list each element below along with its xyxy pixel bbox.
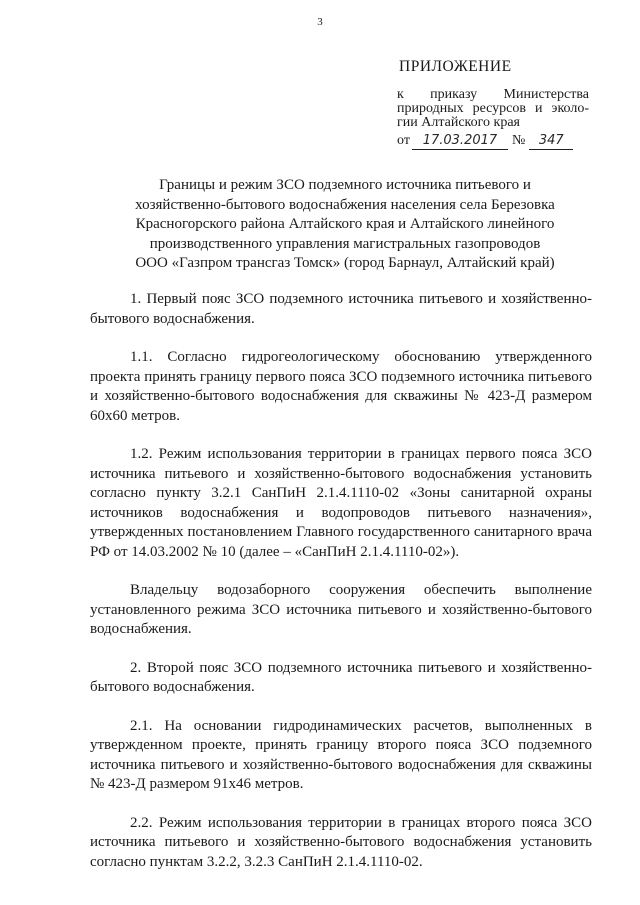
paragraph-2-1: 2.1. На основании гидродинамических расчетов, выполненных в утвержденном проекте, принять границу второго пояса ЗСО подземного источника питьевого и хозяйственно-бытового водоснабжения для скважины № 423-Д размером 91х46 метров. xyxy=(90,717,592,792)
paragraph-section-2: 2. Второй пояс ЗСО подземного источника питьевого и хозяйственно-бытового водоснабжения. xyxy=(90,659,592,695)
appendix-ref-line: природных ресурсов и эколо- xyxy=(397,101,589,116)
appendix-block xyxy=(397,58,589,150)
number-sign: № xyxy=(511,133,526,148)
appendix-title: ПРИЛОЖЕНИЕ xyxy=(399,58,512,75)
order-date-number-line xyxy=(397,132,589,150)
heading-line: хозяйственно-бытового водоснабжения населения села Березовка xyxy=(135,196,555,213)
page-number: 3 xyxy=(317,16,323,28)
heading-line: производственного управления магистральных газопроводов xyxy=(149,235,541,252)
date-prefix: от xyxy=(397,133,410,148)
appendix-reference xyxy=(397,88,589,130)
heading-line: Красногорского района Алтайского края и Алтайского линейного xyxy=(135,216,555,232)
paragraph-section-1: 1. Первый пояс ЗСО подземного источника питьевого и хозяйственно-бытового водоснабжения. xyxy=(90,291,592,327)
appendix-ref-line: к приказу Министерства xyxy=(397,87,589,102)
heading-line: Границы и режим ЗСО подземного источника питьевого и xyxy=(159,177,531,193)
heading-line: ООО «Газпром трансгаз Томск» (город Барнаул, Алтайский край) xyxy=(135,255,555,271)
paragraph-2-2: 2.2. Режим использования территории в границах второго пояса ЗСО источника питьевого и хозяйственно-бытового водоснабжения установить согласно пунктам 3.2.2, 3.2.3 СанПиН 2.1.4.1110-02. xyxy=(90,814,592,870)
paragraph-owner-duty: Владельцу водозаборного сооружения обеспечить выполнение установленного режима ЗСО источника питьевого и хозяйственно-бытового водоснабжения. xyxy=(90,582,592,637)
order-number: 347 xyxy=(529,133,573,150)
appendix-ref-line: гии Алтайского края xyxy=(397,115,520,130)
paragraph-1-2: 1.2. Режим использования территории в границах первого пояса ЗСО источника питьевого и хозяйственно-бытового водоснабжения установить согласно пункту 3.2.1 СанПиН 2.1.4.1110-02 «Зоны санитарной охраны источников водоснабжения и водопроводов питьевого назначения», утвержденных постановлением Главного государственного санитарного врача РФ от 14.03.2002 № 10 (далее – «СанПиН 2.1.4.1110-02»). xyxy=(90,446,592,560)
document-heading xyxy=(100,176,590,274)
paragraph-1-1: 1.1. Согласно гидрогеологическому обоснованию утвержденного проекта принять границу первого пояса ЗСО подземного источника питьевого и хозяйственно-бытового водоснабжения для скважины № 423-Д размером 60х60 метров. xyxy=(90,349,592,424)
order-date: 17.03.2017 xyxy=(412,133,508,150)
document-body xyxy=(90,290,592,891)
